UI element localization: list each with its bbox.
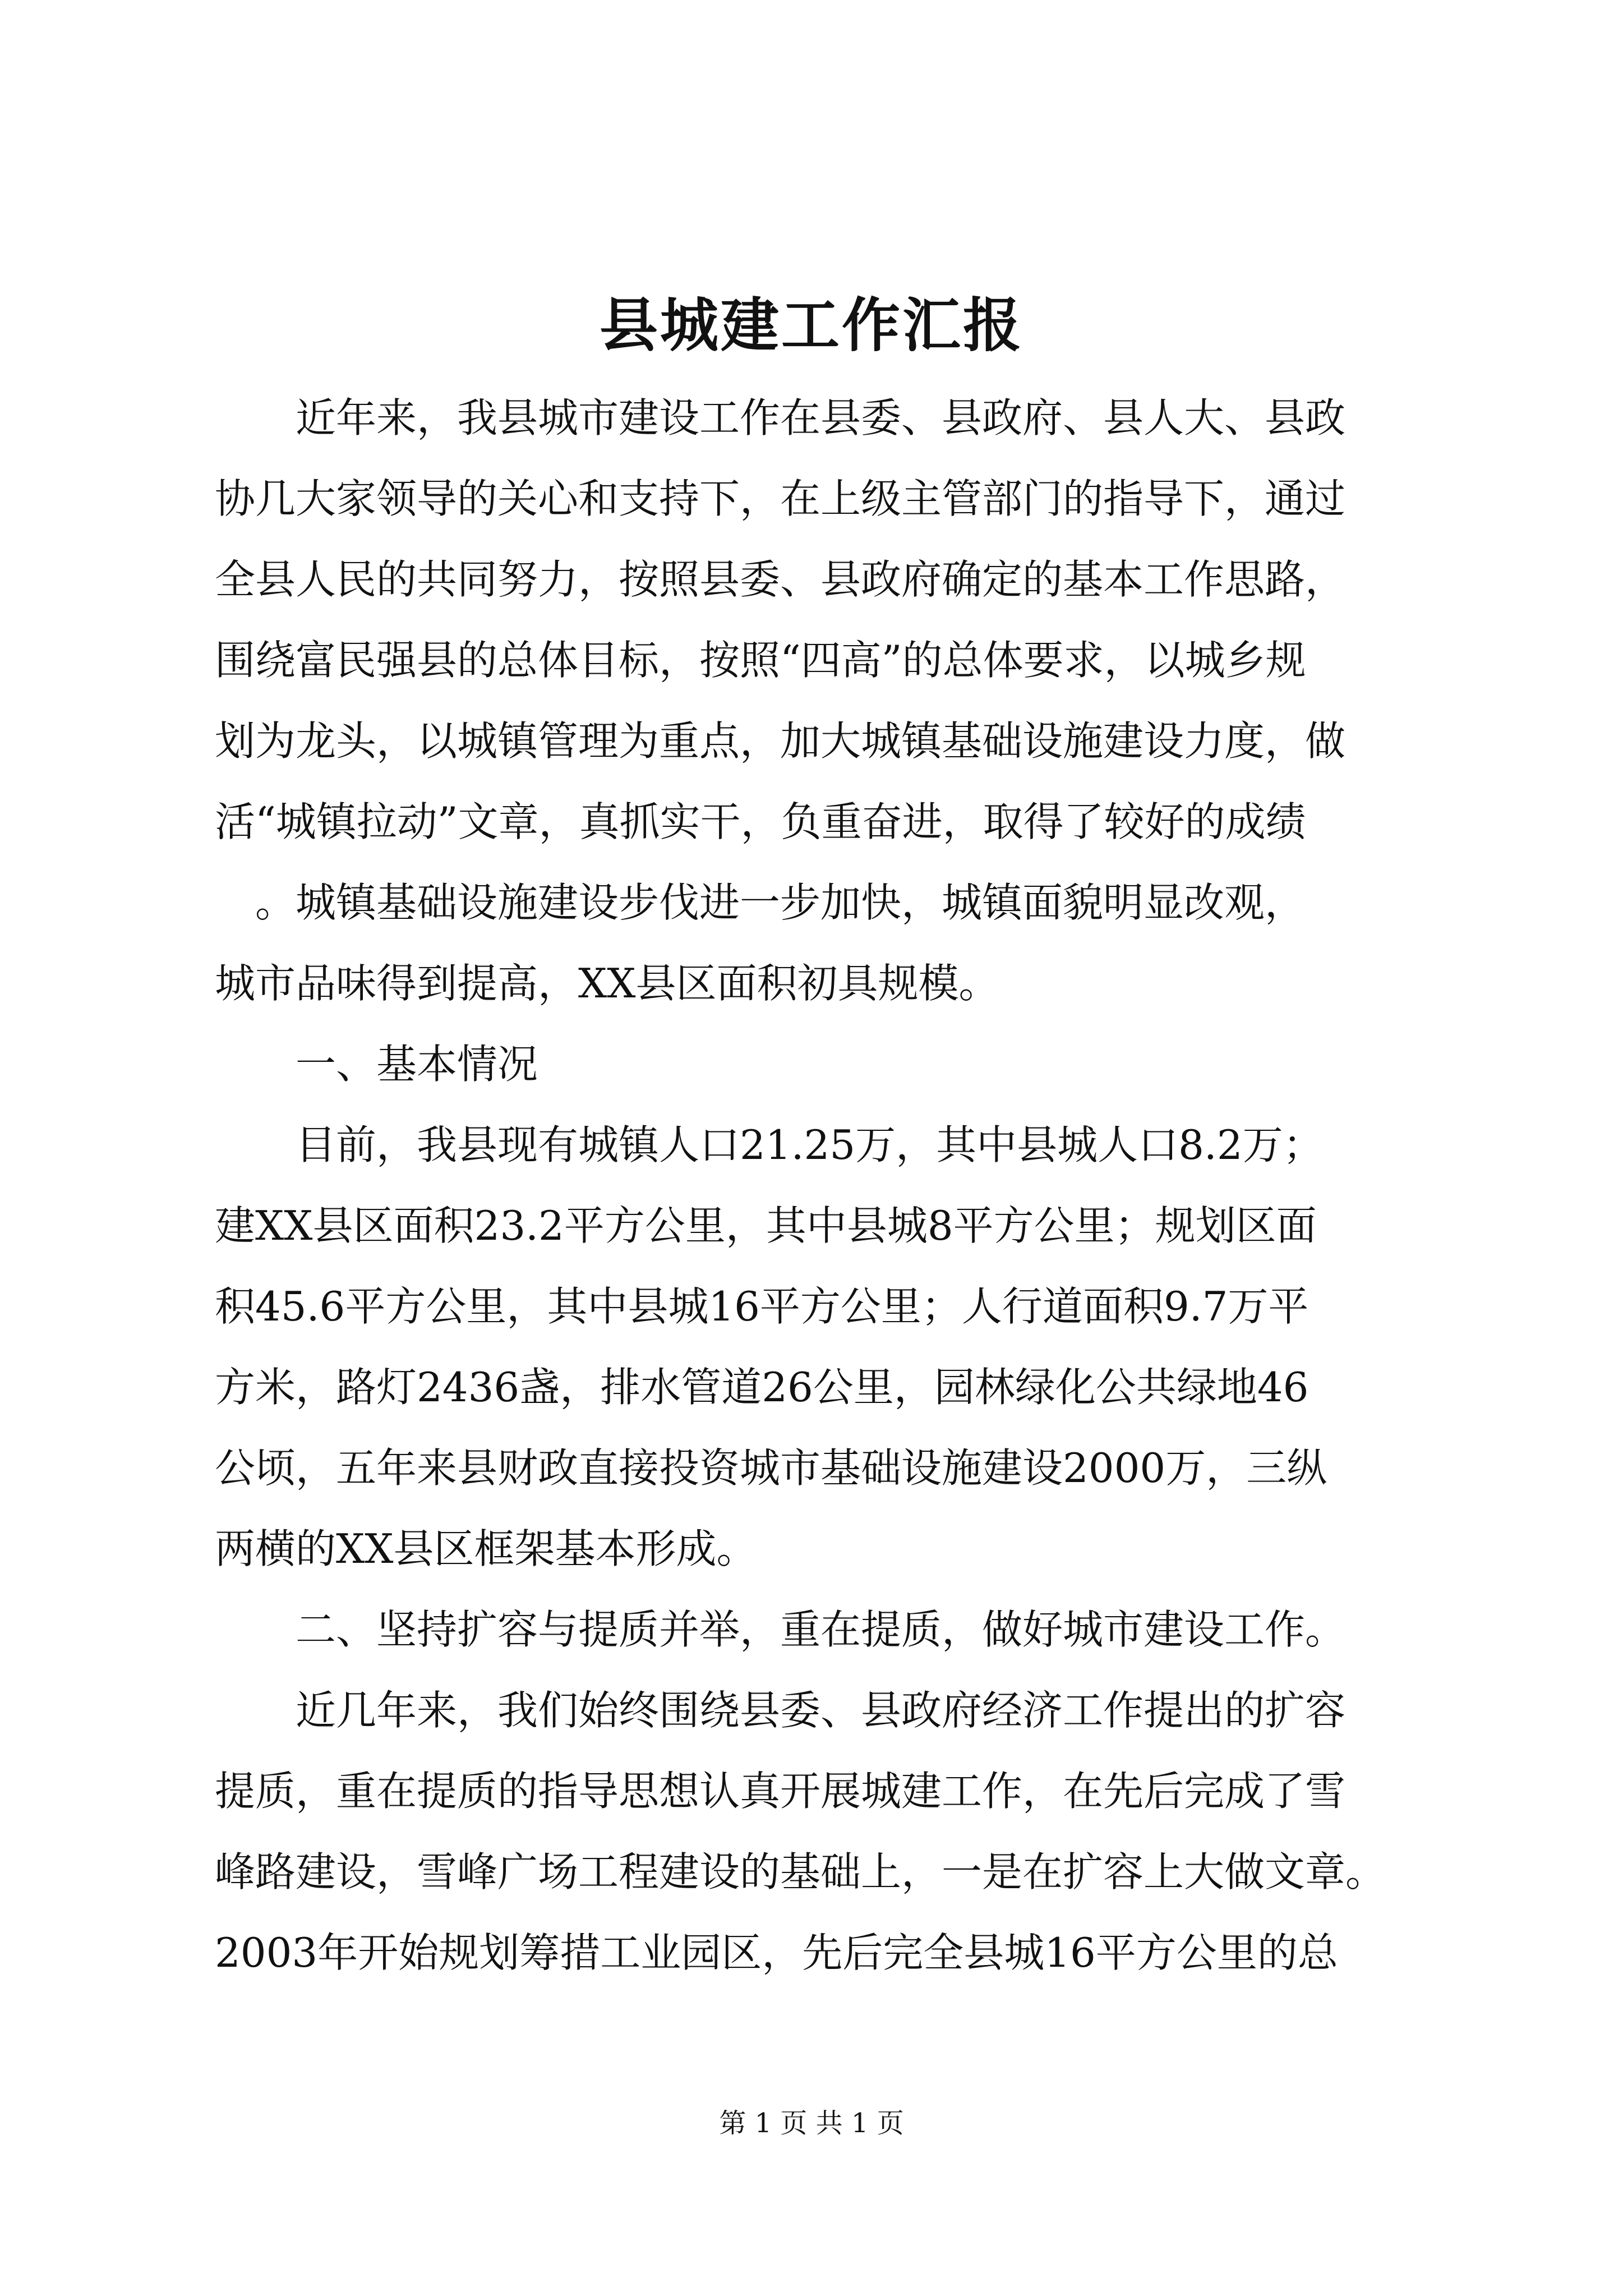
paragraph-line: 提质，重在提质的指导思想认真开展城建工作，在先后完成了雪 bbox=[215, 1768, 1346, 1815]
paragraph-line: 目前，我县现有城镇人口21.25万，其中县城人口8.2万； bbox=[215, 1121, 1324, 1168]
section-heading: 二、坚持扩容与提质并举，重在提质，做好城市建设工作。 bbox=[215, 1606, 1346, 1653]
paragraph-line: 积45.6平方公里，其中县城16平方公里；人行道面积9.7万平 bbox=[215, 1283, 1309, 1330]
paragraph-line: 协几大家领导的关心和支持下，在上级主管部门的指导下，通过 bbox=[215, 475, 1346, 522]
paragraph-line: 两横的XX县区框架基本形成。 bbox=[215, 1525, 757, 1572]
paragraph-line: 2003年开始规划筹措工业园区，先后完全县城16平方公里的总 bbox=[215, 1929, 1338, 1976]
paragraph-line: 。城镇基础设施建设步伐进一步加快，城镇面貌明显改观， bbox=[215, 879, 1306, 926]
paragraph-line: 方米，路灯2436盏，排水管道26公里，园林绿化公共绿地46 bbox=[215, 1364, 1309, 1411]
section-heading: 一、基本情况 bbox=[215, 1041, 538, 1088]
page-footer: 第 1 页 共 1 页 bbox=[719, 2108, 904, 2139]
document-title: 县城建工作汇报 bbox=[599, 291, 1023, 360]
paragraph-line: 城市品味得到提高，XX县区面积初具规模。 bbox=[215, 960, 999, 1007]
paragraph-line: 活“城镇拉动”文章，真抓实干，负重奋进，取得了较好的成绩 bbox=[215, 798, 1306, 845]
paragraph-line: 公顷，五年来县财政直接投资城市基础设施建设2000万，三纵 bbox=[215, 1444, 1327, 1492]
paragraph-line: 近年来，我县城市建设工作在县委、县政府、县人大、县政 bbox=[215, 394, 1346, 441]
paragraph-line: 划为龙头，以城镇管理为重点，加大城镇基础设施建设力度，做 bbox=[215, 717, 1346, 765]
paragraph-line: 近几年来，我们始终围绕县委、县政府经济工作提出的扩容 bbox=[215, 1687, 1346, 1734]
paragraph-line: 建XX县区面积23.2平方公里，其中县城8平方公里；规划区面 bbox=[215, 1202, 1317, 1249]
paragraph-line: 峰路建设，雪峰广场工程建设的基础上，一是在扩容上大做文章。 bbox=[215, 1848, 1386, 1895]
paragraph-line: 全县人民的共同努力，按照县委、县政府确定的基本工作思路， bbox=[215, 556, 1346, 603]
paragraph-line: 围绕富民强县的总体目标，按照“四高”的总体要求，以城乡规 bbox=[215, 637, 1306, 684]
